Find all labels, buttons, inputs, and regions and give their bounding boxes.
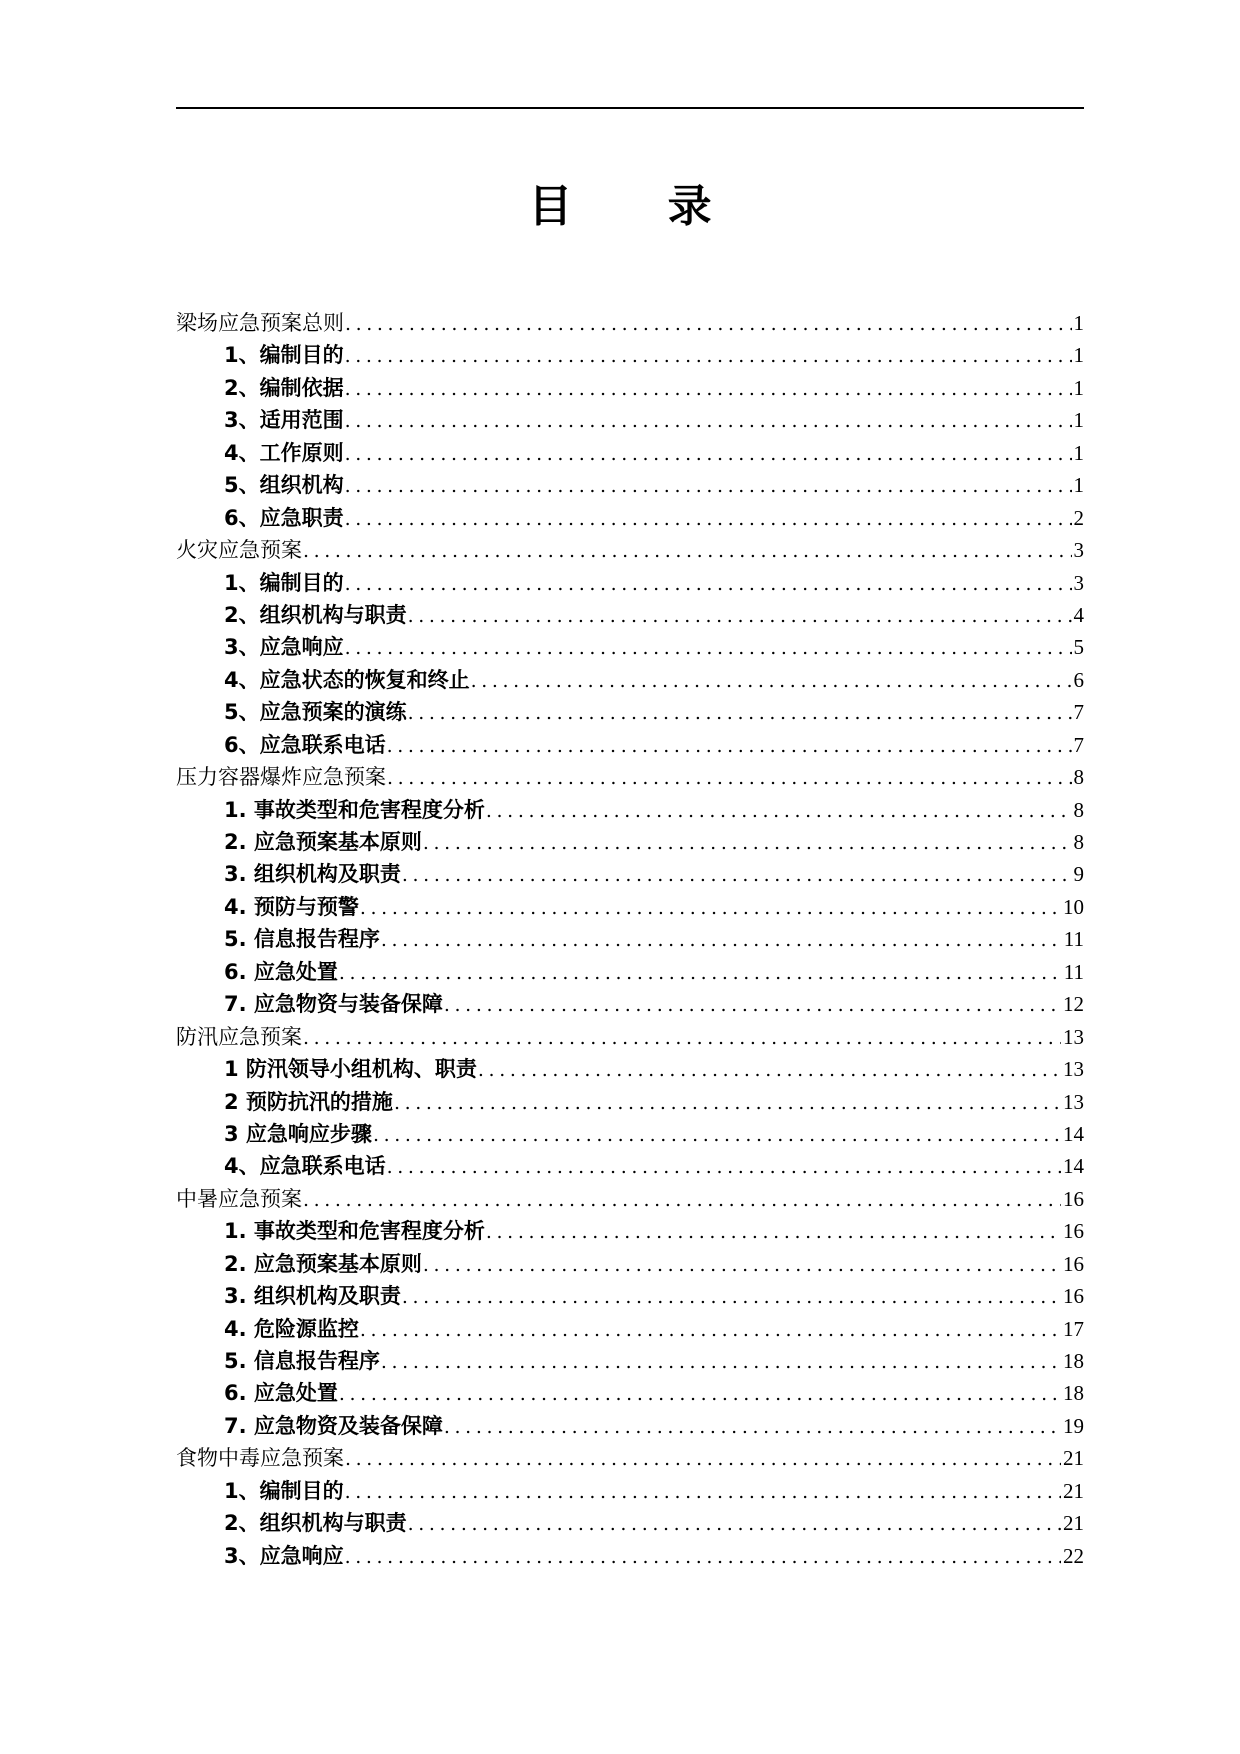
toc-entry-title: 4. 危险源监控 [224,1316,359,1341]
toc-page-number: 8 [1073,797,1084,822]
toc-entry-title: 2、编制依据 [224,375,344,400]
toc-entry-title: 1、编制目的 [224,343,344,368]
toc-subsection-entry[interactable] [176,599,1084,631]
toc-entry-title: 压力容器爆炸应急预案 [176,765,386,790]
toc-page-number: 14 [1063,1154,1084,1179]
toc-page-number: 7 [1073,700,1084,725]
toc-page-number: 2 [1073,505,1084,530]
toc-subsection-entry[interactable] [176,988,1084,1020]
toc-page-number: 12 [1063,992,1084,1017]
toc-entry-title: 2、组织机构与职责 [224,602,407,627]
toc-entry-title: 6. 应急处置 [224,1381,338,1406]
toc-page-number: 14 [1063,1121,1084,1146]
toc-page-number: 10 [1063,894,1084,919]
toc-entry-title: 3、适用范围 [224,408,344,433]
toc-subsection-entry[interactable] [176,1215,1084,1247]
toc-subsection-entry[interactable] [176,1475,1084,1507]
toc-page-number: 6 [1073,667,1084,692]
toc-entry-title: 5、组织机构 [224,473,344,498]
toc-page-number: 18 [1063,1349,1084,1373]
toc-entry-title: 梁场应急预案总则 [176,311,344,335]
toc-page-number: 21 [1063,1511,1084,1536]
toc-page-number: 22 [1063,1543,1084,1568]
toc-page-number: 8 [1073,765,1084,790]
toc-entry-title: 6. 应急处置 [224,959,338,984]
toc-dot-leader [387,1151,1061,1183]
toc-dot-leader [345,340,1072,372]
toc-subsection-entry[interactable] [176,794,1084,826]
toc-dot-leader [408,697,1072,729]
toc-dot-leader [345,568,1072,600]
toc-dot-leader [423,827,1072,859]
toc-dot-leader [381,1346,1061,1378]
toc-subsection-entry[interactable] [176,1507,1084,1539]
toc-page-number: 1 [1073,408,1084,433]
toc-entry-title: 5. 信息报告程序 [224,1349,380,1373]
toc-dot-leader [345,632,1072,664]
toc-section-entry[interactable] [176,1183,1084,1215]
toc-section-entry[interactable] [176,534,1084,566]
toc-entry-title: 2. 应急预案基本原则 [224,830,422,854]
toc-entry-title: 5. 信息报告程序 [224,927,380,952]
toc-dot-leader [345,405,1072,437]
toc-entry-title: 7. 应急物资与装备保障 [224,992,443,1017]
toc-dot-leader [394,1087,1061,1119]
toc-section-entry[interactable] [176,761,1084,793]
toc-entry-title: 5、应急预案的演练 [224,700,407,725]
toc-dot-leader [339,957,1062,989]
toc-dot-leader [360,892,1061,924]
toc-entry-title: 2 预防抗汛的措施 [224,1089,393,1114]
toc-subsection-entry[interactable] [176,1410,1084,1442]
toc-entry-title: 4、应急联系电话 [224,1154,386,1179]
toc-subsection-entry[interactable] [176,1377,1084,1409]
toc-dot-leader [471,665,1072,697]
toc-page-number: 11 [1063,927,1084,952]
toc-subsection-entry[interactable] [176,1150,1084,1182]
toc-subsection-entry[interactable] [176,923,1084,955]
toc-page-number: 4 [1073,602,1084,627]
toc-subsection-entry[interactable] [176,664,1084,696]
toc-page-number: 8 [1073,830,1084,854]
toc-dot-leader [345,438,1072,470]
toc-subsection-entry[interactable] [176,631,1084,663]
toc-subsection-entry[interactable] [176,696,1084,728]
toc-dot-leader [408,1508,1061,1540]
toc-entry-title: 6、应急职责 [224,505,344,530]
toc-page-number: 16 [1063,1219,1084,1244]
toc-subsection-entry[interactable] [176,1053,1084,1085]
toc-page-number: 18 [1063,1381,1084,1406]
toc-entry-title: 3 应急响应步骤 [224,1121,372,1146]
toc-page-number: 16 [1063,1284,1084,1309]
toc-page-number: 1 [1073,343,1084,368]
toc-dot-leader [360,1314,1061,1346]
toc-entry-title: 7. 应急物资及装备保障 [224,1413,443,1438]
toc-entry-title: 2、组织机构与职责 [224,1511,407,1536]
toc-dot-leader [402,859,1072,891]
toc-subsection-entry[interactable] [176,1345,1084,1377]
toc-page-number: 16 [1063,1251,1084,1276]
toc-subsection-entry[interactable] [176,567,1084,599]
toc-entry-title: 3. 组织机构及职责 [224,1284,401,1309]
toc-subsection-entry[interactable] [176,1248,1084,1280]
toc-dot-leader [381,924,1062,956]
toc-entry-title: 中暑应急预案 [176,1186,302,1211]
toc-page-number: 5 [1073,635,1084,660]
toc-page-number: 16 [1063,1186,1084,1211]
toc-dot-leader [408,600,1072,632]
toc-entry-title: 1、编制目的 [224,570,344,595]
toc-entry-title: 食物中毒应急预案 [176,1446,344,1471]
toc-page-number: 3 [1073,538,1084,563]
toc-subsection-entry[interactable] [176,339,1084,371]
toc-dot-leader [303,1022,1061,1054]
toc-subsection-entry[interactable] [176,372,1084,404]
toc-page-number: 19 [1063,1413,1084,1438]
toc-entry-title: 2. 应急预案基本原则 [224,1251,422,1276]
toc-subsection-entry[interactable] [176,437,1084,469]
toc-section-entry[interactable] [176,1442,1084,1474]
toc-entry-title: 3. 组织机构及职责 [224,862,401,887]
toc-subsection-entry[interactable] [176,956,1084,988]
toc-page-number: 1 [1073,473,1084,498]
toc-dot-leader [345,503,1072,535]
toc-dot-leader [444,1411,1061,1443]
toc-dot-leader [345,1476,1061,1508]
toc-page-number: 21 [1063,1446,1084,1471]
toc-entry-title: 火灾应急预案 [176,538,302,563]
page-title: 目 录 [528,181,752,232]
toc-dot-leader [303,1184,1061,1216]
toc-subsection-entry[interactable] [176,502,1084,534]
toc-subsection-entry[interactable] [176,826,1084,858]
toc-dot-leader [423,1249,1061,1281]
toc-dot-leader [339,1378,1061,1410]
toc-dot-leader [345,1541,1061,1573]
toc-page-number: 21 [1063,1478,1084,1503]
toc-page-number: 13 [1063,1089,1084,1114]
toc-page-number: 9 [1073,862,1084,887]
toc-section-entry[interactable] [176,1021,1084,1053]
header-rule [176,107,1084,109]
toc-subsection-entry[interactable] [176,891,1084,923]
toc-subsection-entry[interactable] [176,1540,1084,1572]
toc-subsection-entry[interactable] [176,469,1084,501]
toc-dot-leader [345,1443,1061,1475]
toc-subsection-entry[interactable] [176,404,1084,436]
toc-dot-leader [387,762,1072,794]
toc-page-number: 11 [1063,959,1084,984]
toc-page-number: 1 [1073,311,1084,335]
toc-page-number: 13 [1063,1024,1084,1049]
toc-subsection-entry[interactable] [176,1086,1084,1118]
toc-subsection-entry[interactable] [176,1280,1084,1312]
toc-dot-leader [345,373,1072,405]
toc-dot-leader [345,308,1072,340]
toc-entry-title: 4、工作原则 [224,440,344,465]
toc-entry-title: 3、应急响应 [224,635,344,660]
toc-dot-leader [402,1281,1061,1313]
toc-dot-leader [444,989,1061,1021]
toc-subsection-entry[interactable] [176,729,1084,761]
toc-page-number: 1 [1073,375,1084,400]
toc-entry-title: 防汛应急预案 [176,1024,302,1049]
toc-subsection-entry[interactable] [176,1313,1084,1345]
toc-dot-leader [345,470,1072,502]
toc-entry-title: 3、应急响应 [224,1543,344,1568]
toc-entry-title: 1、编制目的 [224,1478,344,1503]
toc-entry-title: 1 防汛领导小组机构、职责 [224,1057,477,1082]
toc-dot-leader [303,535,1072,567]
toc-page-number: 3 [1073,570,1084,595]
toc-entry-title: 1. 事故类型和危害程度分析 [224,1219,485,1244]
toc-entry-title: 4、应急状态的恢复和终止 [224,667,470,692]
toc-page-number: 17 [1063,1316,1084,1341]
toc-dot-leader [486,795,1072,827]
toc-subsection-entry[interactable] [176,1118,1084,1150]
toc-entry-title: 4. 预防与预警 [224,894,359,919]
toc-page-number: 1 [1073,440,1084,465]
toc-dot-leader [478,1054,1061,1086]
toc-subsection-entry[interactable] [176,858,1084,890]
toc-dot-leader [387,730,1072,762]
toc-section-entry[interactable] [176,307,1084,339]
toc-dot-leader [486,1216,1061,1248]
toc-page-number: 13 [1063,1057,1084,1082]
table-of-contents [176,307,1084,1572]
toc-entry-title: 1. 事故类型和危害程度分析 [224,797,485,822]
toc-entry-title: 6、应急联系电话 [224,732,386,757]
toc-page-number: 7 [1073,732,1084,757]
toc-dot-leader [373,1119,1061,1151]
